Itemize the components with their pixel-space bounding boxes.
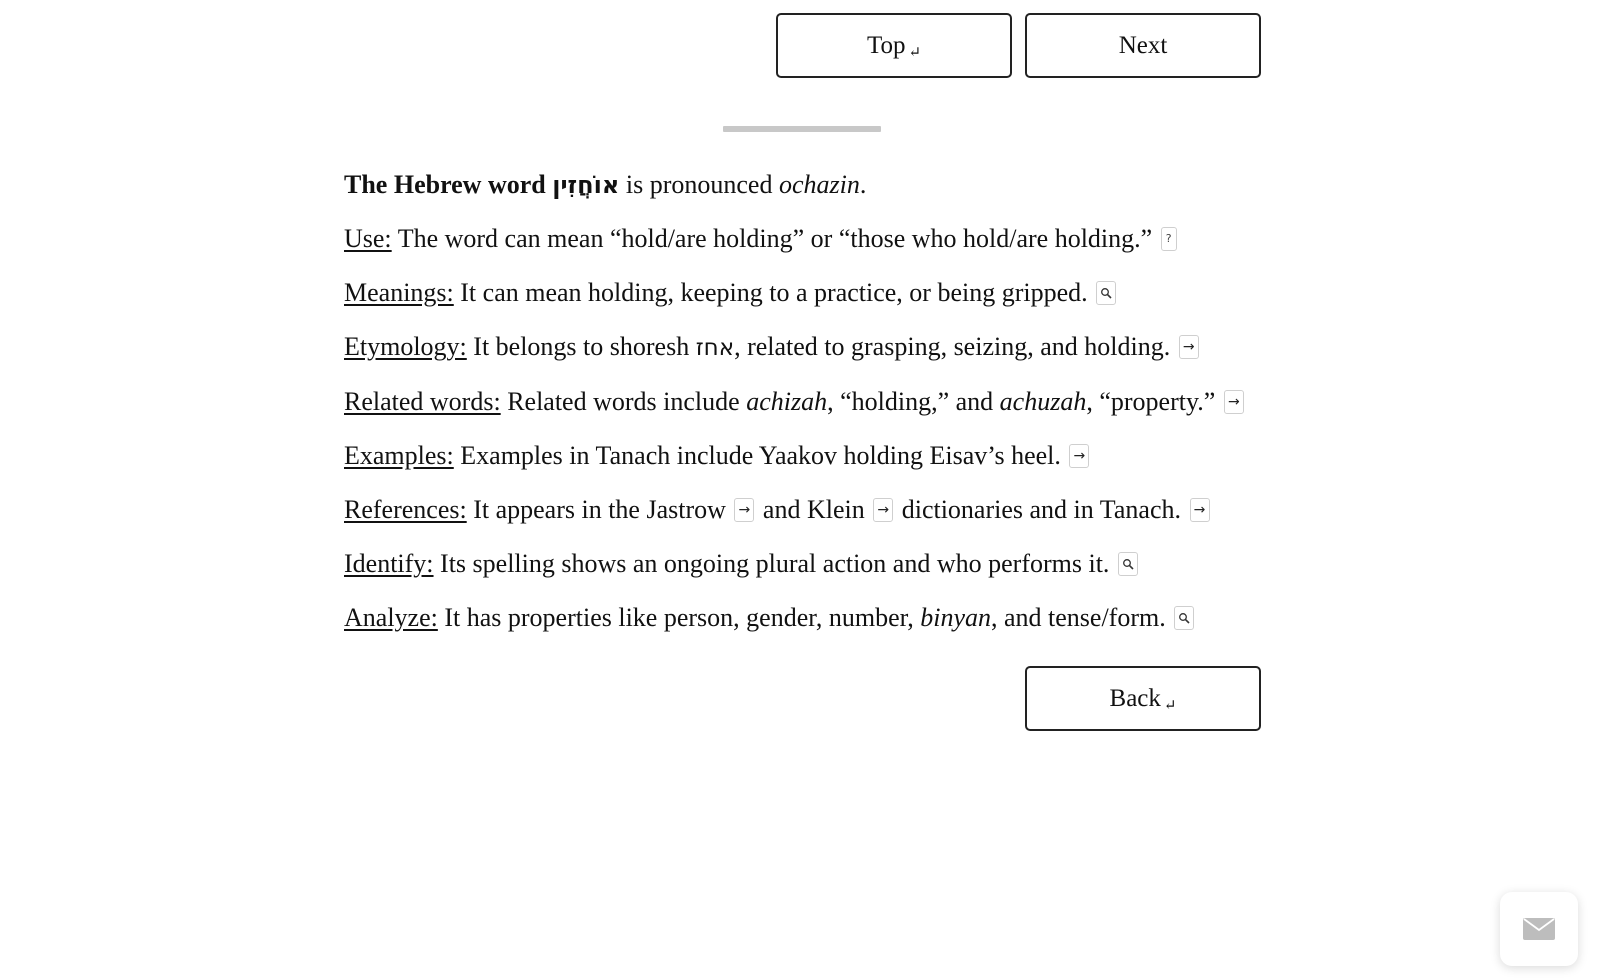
- identify-link[interactable]: Identify:: [344, 549, 434, 578]
- references-text-2: and Klein: [762, 495, 865, 524]
- analyze-row: [344, 601, 1304, 635]
- contact-widget[interactable]: [1500, 892, 1578, 966]
- magnifier-icon[interactable]: [1174, 606, 1194, 630]
- meanings-text: It can mean holding, keeping to a practice, or being gripped.: [460, 278, 1088, 307]
- identify-text: Its spelling shows an ongoing plural action and who performs it.: [440, 549, 1110, 578]
- etymology-text-before: It belongs to shoresh: [473, 332, 690, 361]
- analyze-link[interactable]: Analyze:: [344, 603, 438, 632]
- etymology-row: [344, 330, 1304, 365]
- binyan-term: binyan: [920, 603, 991, 632]
- arrow-right-icon[interactable]: →: [1179, 335, 1199, 359]
- word-summary: [344, 168, 1304, 655]
- klein-arrow-icon[interactable]: →: [873, 498, 893, 522]
- related-word-1: achizah: [746, 387, 828, 416]
- arrow-right-icon[interactable]: →: [1224, 390, 1244, 414]
- analyze-text-1: It has properties like person, gender, number,: [444, 603, 914, 632]
- related-text-3: , “property.”: [1086, 387, 1216, 416]
- tanach-arrow-icon[interactable]: →: [1190, 498, 1210, 522]
- hebrew-word: אוֹחֲזִין: [552, 171, 620, 199]
- related-word-2: achuzah: [999, 387, 1087, 416]
- intro-bold-prefix: The Hebrew word: [344, 170, 546, 199]
- references-text-1: It appears in the Jastrow: [473, 495, 726, 524]
- use-link[interactable]: Use:: [344, 224, 392, 253]
- use-row: [344, 222, 1304, 256]
- return-icon: ↵: [1163, 698, 1177, 714]
- next-button-label: Next: [1118, 31, 1168, 59]
- magnifier-icon[interactable]: [1118, 552, 1138, 576]
- help-icon[interactable]: ?: [1161, 227, 1177, 251]
- divider: [723, 126, 881, 132]
- meanings-link[interactable]: Meanings:: [344, 278, 454, 307]
- intro-end: .: [859, 170, 867, 199]
- use-text: The word can mean “hold/are holding” or “those who hold/are holding.”: [397, 224, 1153, 253]
- identify-row: [344, 547, 1304, 581]
- related-text-2: , “holding,” and: [827, 387, 994, 416]
- related-text-1: Related words include: [507, 387, 740, 416]
- return-icon: ↵: [908, 45, 922, 61]
- references-text-3: dictionaries and in Tanach.: [901, 495, 1181, 524]
- references-link[interactable]: References:: [344, 495, 467, 524]
- intro-row: [344, 168, 1304, 202]
- jastrow-arrow-icon[interactable]: →: [734, 498, 754, 522]
- arrow-right-icon[interactable]: →: [1069, 444, 1089, 468]
- examples-row: [344, 439, 1304, 473]
- etymology-link[interactable]: Etymology:: [344, 332, 467, 361]
- references-row: [344, 493, 1304, 527]
- back-button[interactable]: [1025, 666, 1261, 731]
- etymology-text-after: , related to grasping, seizing, and holding.: [734, 332, 1171, 361]
- related-words-link[interactable]: Related words:: [344, 387, 501, 416]
- examples-link[interactable]: Examples:: [344, 441, 454, 470]
- pronunciation: ochazin: [778, 170, 860, 199]
- related-row: [344, 385, 1304, 419]
- mail-icon: [1523, 918, 1555, 940]
- back-button-label: Back: [1109, 684, 1161, 712]
- examples-text: Examples in Tanach include Yaakov holding Eisav’s heel.: [460, 441, 1061, 470]
- top-button-label: Top: [866, 31, 906, 59]
- analyze-text-2: , and tense/form.: [991, 603, 1166, 632]
- next-button[interactable]: [1025, 13, 1261, 78]
- top-button[interactable]: [776, 13, 1012, 78]
- magnifier-icon[interactable]: [1096, 281, 1116, 305]
- intro-middle: is pronounced: [625, 170, 773, 199]
- meanings-row: [344, 276, 1304, 310]
- shoresh: אחז: [695, 335, 735, 361]
